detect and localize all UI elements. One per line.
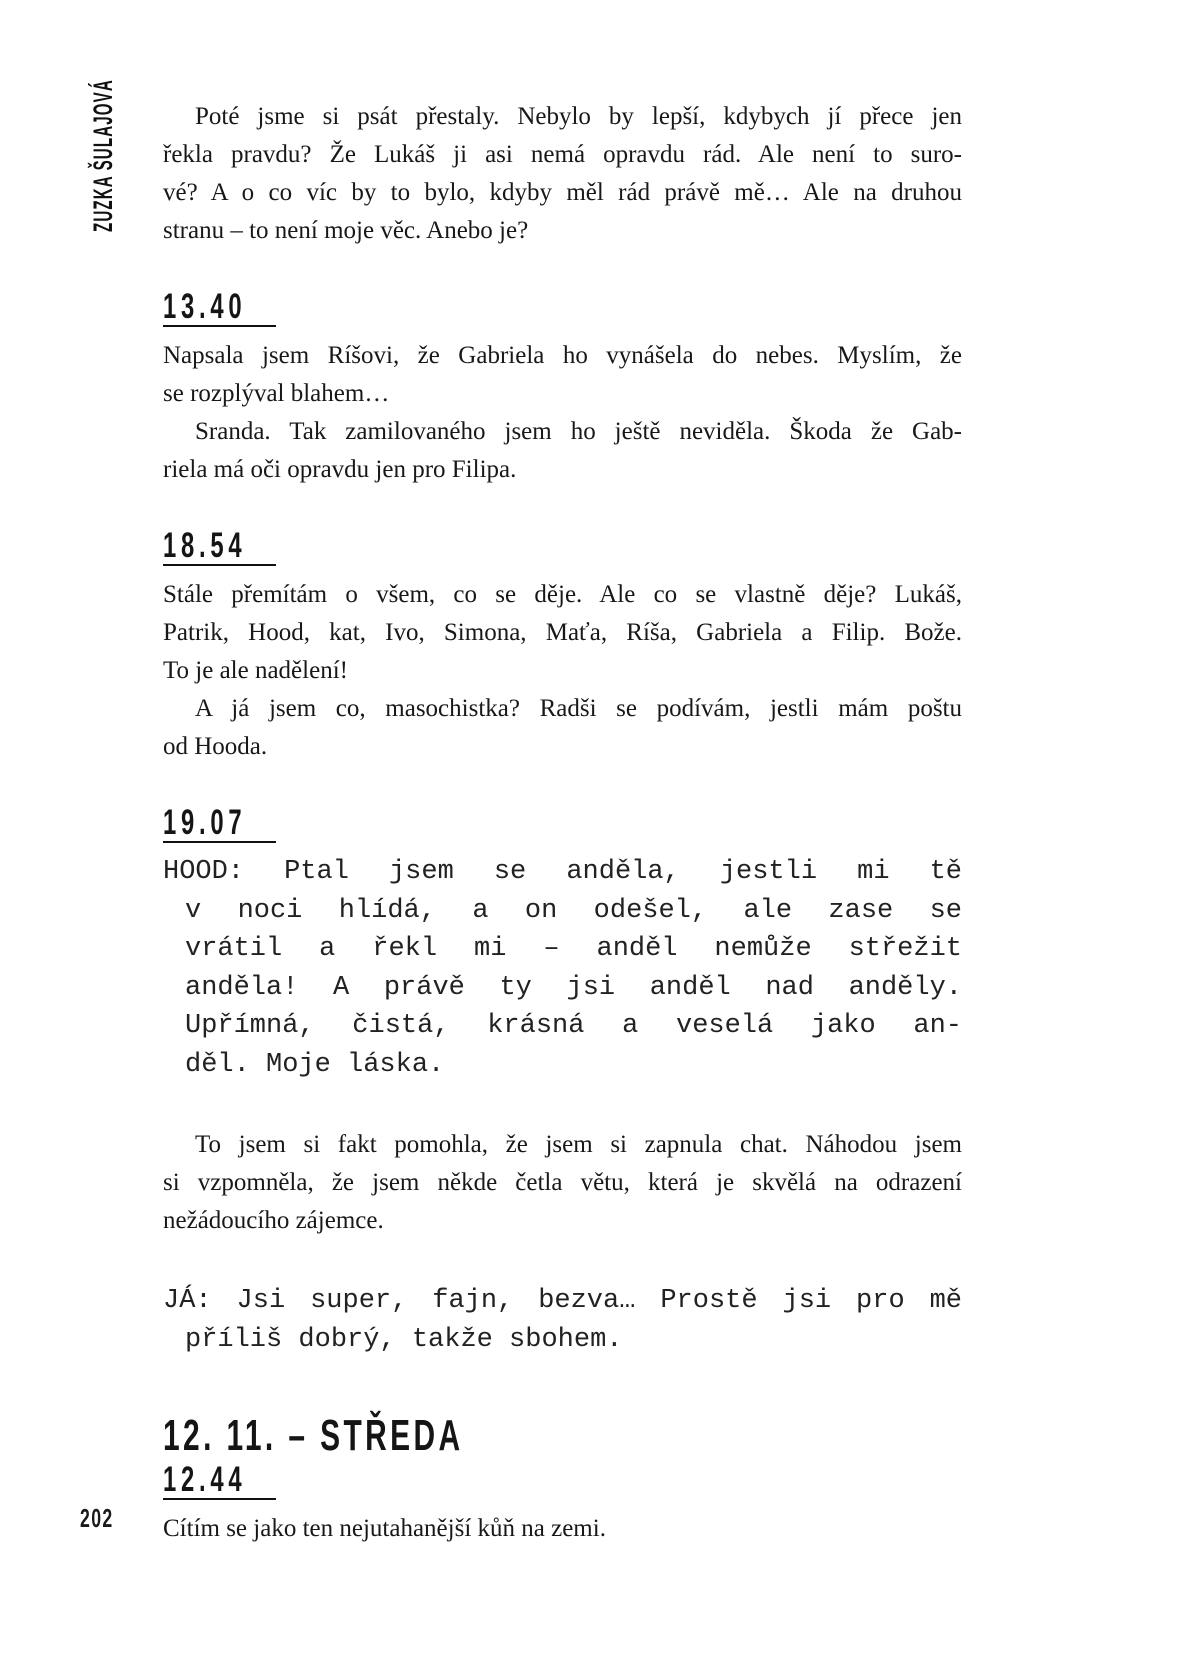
text-line: anděla! A právě ty jsi anděl nad anděly. <box>185 972 962 1003</box>
text-column <box>163 98 962 1548</box>
time-heading-label: 19.07 <box>163 803 247 842</box>
text-line: se rozplýval blahem… <box>163 380 390 407</box>
text-line: nežádoucího zájemce. <box>163 1207 384 1234</box>
text-line: stranu – to není moje věc. Anebo je? <box>163 217 529 244</box>
text-line: vrátil a řekl mi – anděl nemůže střežit <box>185 934 962 964</box>
text-line: si vzpomněla, že jsem někde četla větu, která je skvělá na odrazení <box>163 1169 962 1196</box>
text-line: JÁ: Jsi super, fajn, bezva… Prostě jsi pro mě <box>163 1286 962 1316</box>
time-heading-label: 13.40 <box>163 287 247 326</box>
page-number <box>80 1504 129 1532</box>
date-heading <box>163 1411 962 1460</box>
body-paragraph <box>163 1510 962 1548</box>
text-line: Napsala jsem Ríšovi, že Gabriela ho vynášela do nebes. Myslím, že <box>163 342 962 369</box>
text-line: řekla pravdu? Že Lukáš ji asi nemá opravdu rád. Ale není to suro- <box>163 141 962 168</box>
text-line: Upřímná, čistá, krásná a veselá jako an- <box>185 1011 962 1041</box>
text-line: Poté jsme si psát přestaly. Nebylo by lepší, kdybych jí přece jen <box>195 103 962 130</box>
text-line: To je ale nadělení! <box>163 657 348 684</box>
time-heading-label: 18.54 <box>163 526 247 565</box>
text-line: HOOD: Ptal jsem se anděla, jestli mi tě <box>163 857 962 887</box>
time-heading <box>163 1460 276 1500</box>
text-line: od Hooda. <box>163 733 268 760</box>
body-paragraph <box>163 98 962 250</box>
time-heading <box>163 287 276 327</box>
text-line: příliš dobrý, takže sbohem. <box>185 1324 623 1355</box>
body-paragraph <box>163 1126 962 1240</box>
text-line: Patrik, Hood, kat, Ivo, Simona, Maťa, Ríša, Gabriela a Filip. Bože. <box>163 619 962 646</box>
text-line: Stále přemítám o všem, co se děje. Ale co se vlastně děje? Lukáš, <box>163 581 962 608</box>
text-line: Cítím se jako ten nejutahanější kůň na zemi. <box>163 1515 606 1542</box>
chat-message-ja <box>163 1282 962 1359</box>
body-paragraph <box>163 576 962 690</box>
body-paragraph <box>163 413 962 489</box>
time-heading-label: 12.44 <box>163 1460 247 1499</box>
time-heading <box>163 803 276 843</box>
body-paragraph <box>163 690 962 766</box>
text-line: riela má oči opravdu jen pro Filipa. <box>163 456 517 483</box>
chat-message-hood <box>163 853 962 1084</box>
text-line: Sranda. Tak zamilovaného jsem ho ještě neviděla. Škoda že Gab- <box>195 418 962 445</box>
text-line: děl. Moje láska. <box>185 1049 445 1080</box>
text-line: vé? A o co víc by to bylo, kdyby měl rád právě mě… Ale na druhou <box>163 179 962 206</box>
time-heading <box>163 526 276 566</box>
page-number-label: 202 <box>80 1503 114 1533</box>
text-line: v noci hlídá, a on odešel, ale zase se <box>185 895 962 926</box>
date-heading-label: 12. 11. – STŘEDA <box>163 1411 464 1460</box>
text-line: A já jsem co, masochistka? Radši se podívám, jestli mám poštu <box>195 695 962 722</box>
body-paragraph <box>163 337 962 413</box>
text-line: To jsem si fakt pomohla, že jsem si zapnula chat. Náhodou jsem <box>195 1131 962 1158</box>
author-sidebar-text: ZUZKA ŠULAJOVÁ <box>88 79 118 232</box>
